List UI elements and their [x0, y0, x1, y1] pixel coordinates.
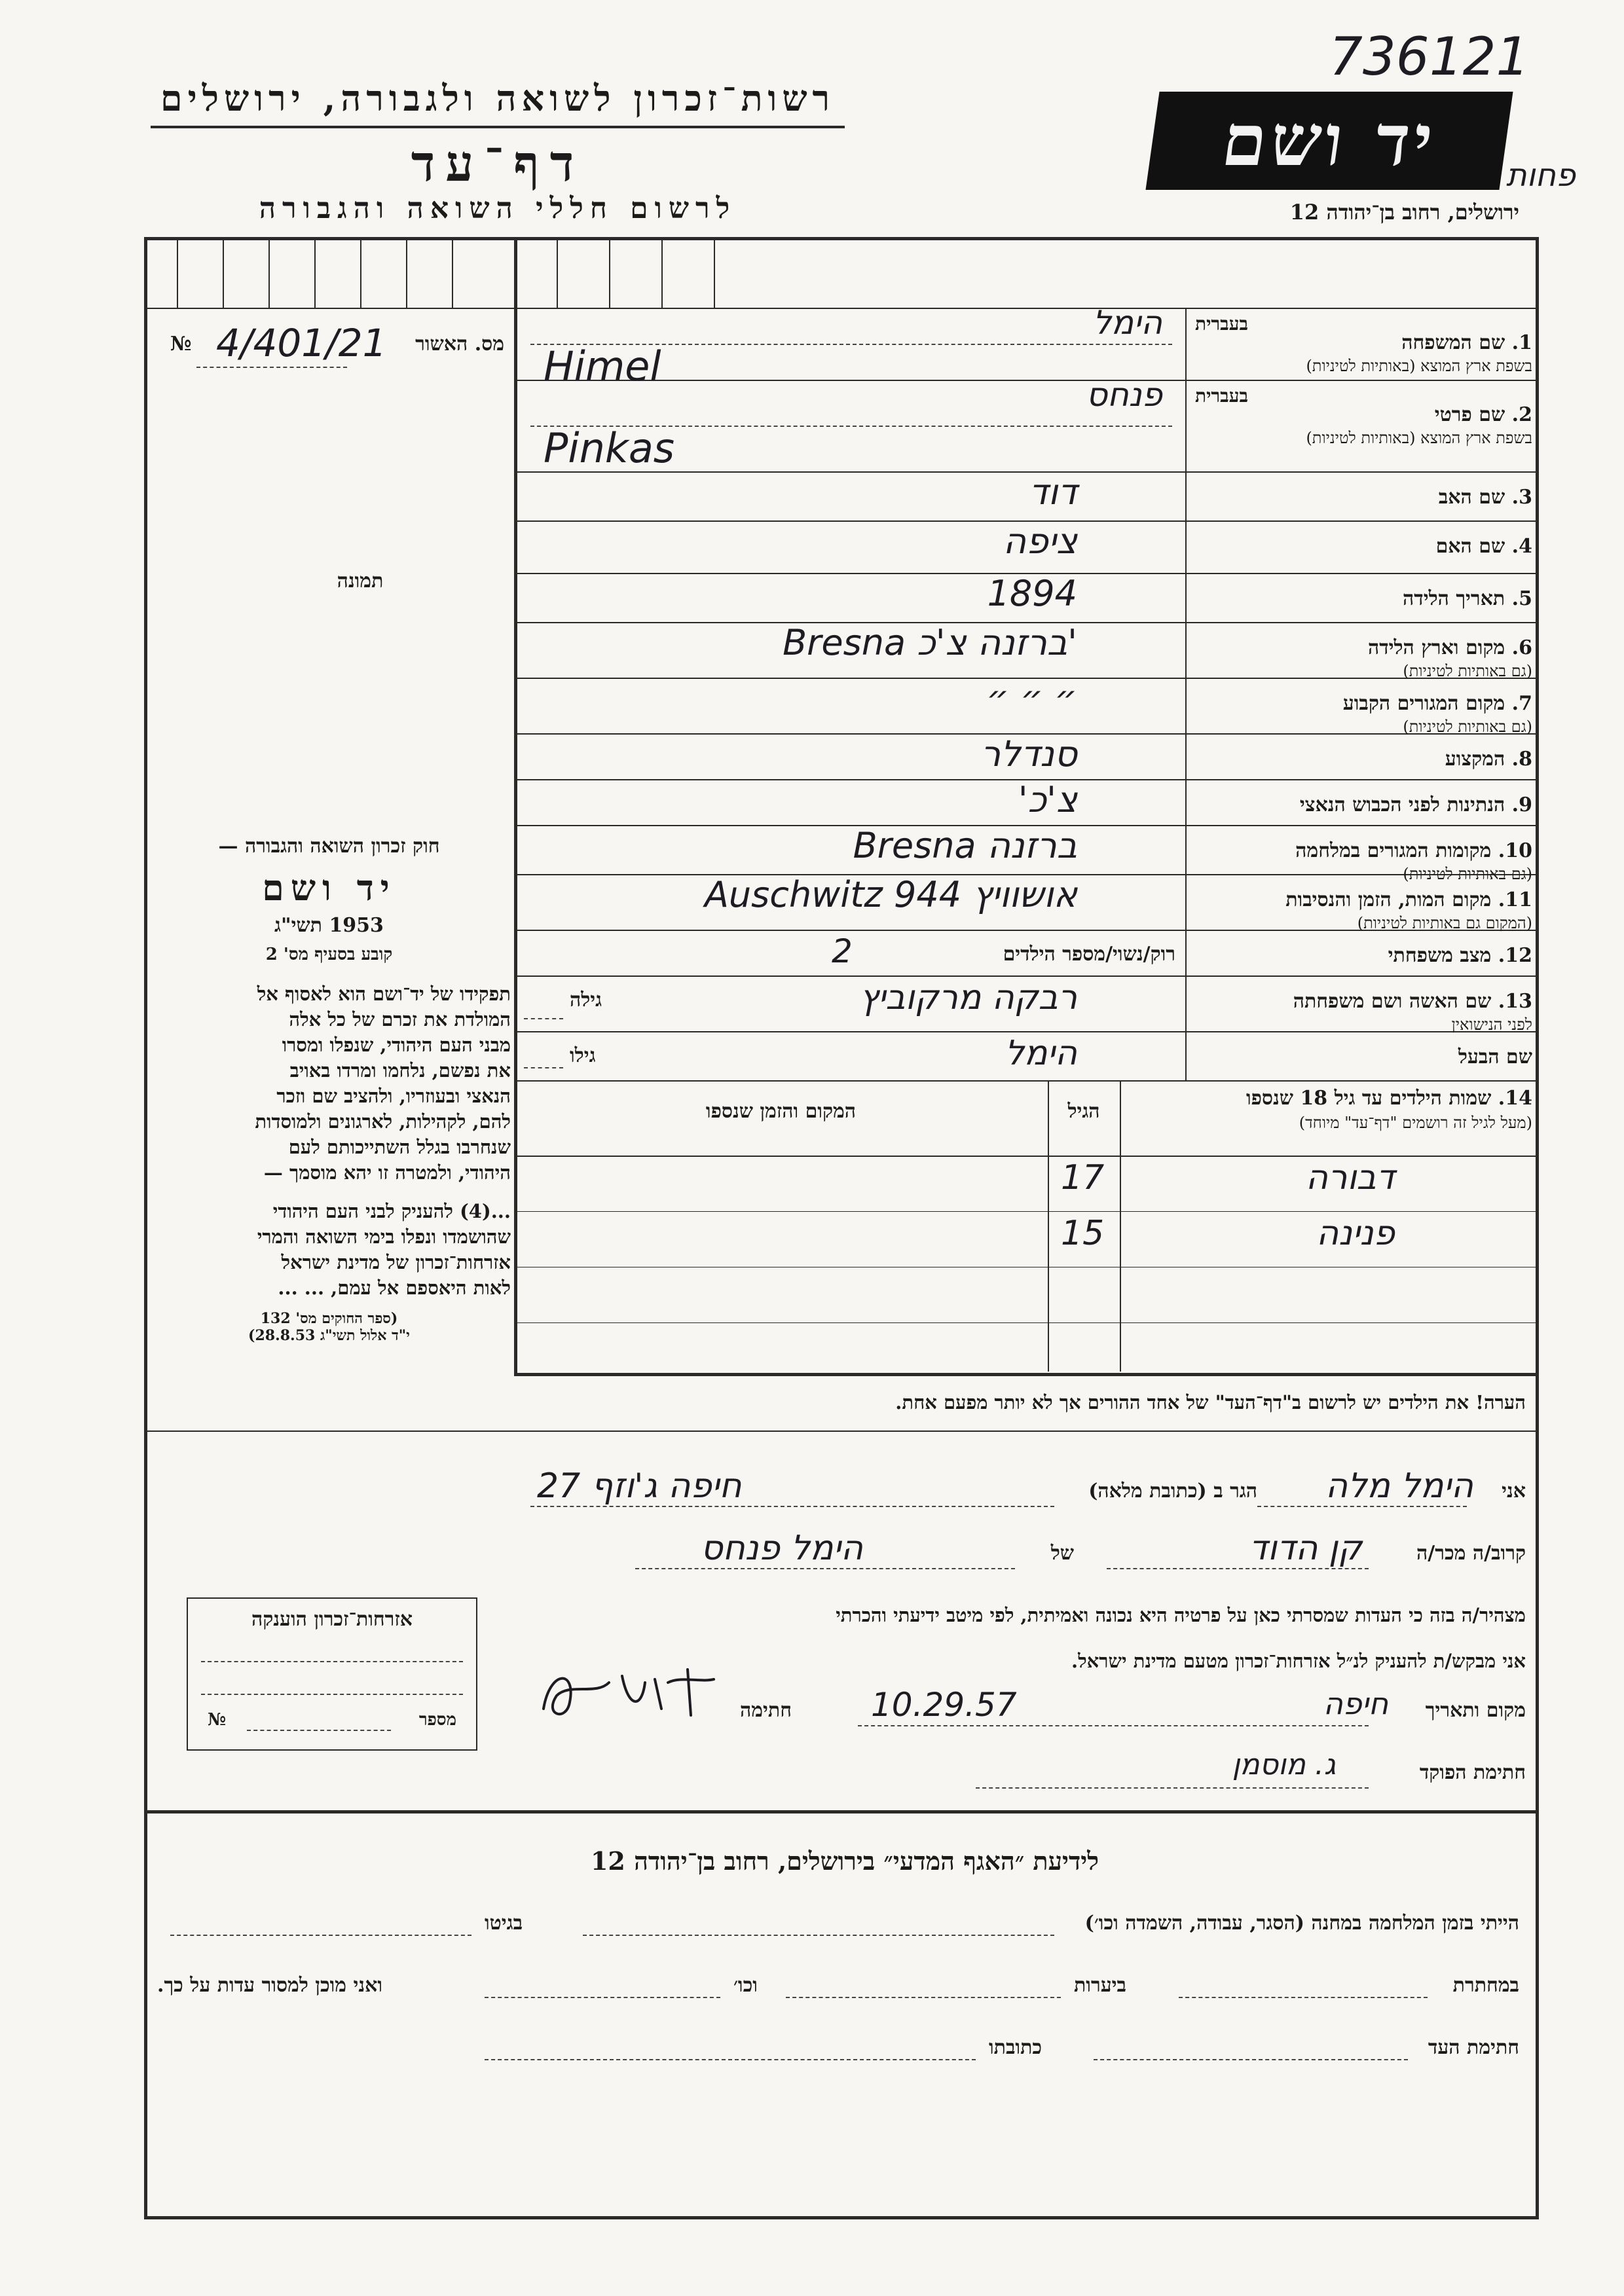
law-line: מבני העם היהודי, שנפלו ומסרו: [282, 1034, 511, 1056]
declarant-name[interactable]: הימל מלה: [1325, 1467, 1473, 1506]
field-label: מקום המגורים הקבוע: [1342, 692, 1505, 715]
law-clause: קובע בסעיף מס' 2: [265, 945, 393, 964]
value-text: Bresna ברזנה צ'כ': [783, 622, 1077, 663]
footer-section: [157, 1899, 1526, 2206]
field-number: 8.: [1511, 748, 1532, 771]
field-value-5[interactable]: [517, 573, 1182, 622]
law-line: שהושמדו ונפלו בימי השואה והמרי: [257, 1226, 511, 1248]
field-sub-label: בשפת ארץ המוצא (באותיות לטיניות): [1306, 357, 1532, 375]
field-label: שם פרטי: [1434, 403, 1505, 426]
footer-address-label: כתובתו: [989, 2036, 1043, 2059]
declarant-address[interactable]: חיפה ג'וזף 27: [537, 1467, 742, 1506]
hebrew-value: הימל: [1092, 304, 1162, 342]
declaration-section: [517, 1440, 1532, 1807]
field-row-7: [1189, 683, 1532, 736]
field-sub-label: (המקום גם באותיות לטיניות): [1357, 914, 1532, 932]
law-reference-2: י"ד אלול תשי"ג 28.8.53): [248, 1327, 410, 1344]
relation-label: קרוב/ה מכר/ה: [1416, 1542, 1526, 1565]
field-number: 1.: [1511, 331, 1532, 354]
field-value-1[interactable]: [517, 304, 1182, 390]
law-name: יד ושם: [262, 867, 396, 909]
field-number: 10.: [1498, 839, 1532, 862]
value-text: Auschwitz 944 אושוויץ: [704, 874, 1077, 915]
value-text: הימל: [1005, 1034, 1077, 1073]
value-text: צ'כ': [1018, 779, 1077, 820]
signature-label: חתימה: [740, 1699, 792, 1722]
citizenship-box-title: אזרחות־זכרון הוענקה: [251, 1608, 413, 1631]
declaration-date[interactable]: 10.29.57: [871, 1686, 1017, 1724]
address: ירושלים, רחוב בן־יהודה 12: [1289, 200, 1519, 225]
address-label: הגר ב (כתובת מלאה): [1088, 1480, 1257, 1503]
children-col-place: המקום והזמן שנספו: [705, 1100, 857, 1123]
marital-status-label: רוק/נשוי/מספר הילדים: [1003, 943, 1175, 966]
hebrew-script-label: בעברית: [1195, 385, 1249, 407]
latin-value: Himel: [544, 342, 661, 390]
field-label: מקום המות, הזמן והנסיבות: [1285, 888, 1492, 911]
field-value-10[interactable]: [517, 825, 1182, 874]
field-sub-label: בשפת ארץ המוצא (באותיות לטיניות): [1306, 429, 1532, 447]
law-line: הנאצי ובעוזריו, ולהציב שם וזכר: [276, 1085, 511, 1107]
hebrew-script-label: בעברית: [1195, 313, 1249, 335]
children-label: שמות הילדים עד גיל 18 שנספו: [1246, 1087, 1492, 1110]
child-age: 17: [1061, 1158, 1105, 1197]
certificate-label: מס. האשור: [415, 333, 504, 355]
child-name: דבורה: [1306, 1158, 1395, 1197]
law-line: את נפשם, נלחמו ומרדו באויב: [289, 1059, 511, 1082]
field-number: 4.: [1511, 535, 1532, 558]
footer-ghetto-label: בגיטו: [485, 1912, 523, 1935]
field-label: שם האם: [1435, 535, 1505, 558]
footer-camp-label: הייתי בזמן המלחמה במחנה (הסגר, עבודה, השמדה וכו׳): [1084, 1912, 1519, 1935]
field-row-1: [1189, 313, 1532, 378]
declarant-signature[interactable]: [530, 1656, 733, 1728]
children-note: הערה! את הילדים יש לרשום ב"דף־העד" של אחד ההורים אך לא יותר מפעם אחת.: [895, 1391, 1526, 1413]
field-label: מצב משפחתי: [1388, 944, 1492, 967]
law-title: חוק זכרון השואה והגבורה —: [218, 835, 440, 858]
field-label: מקומות המגורים במלחמה: [1295, 839, 1492, 862]
field-sub-label: (גם באותיות לטיניות): [1403, 865, 1532, 883]
field-row-6: [1189, 627, 1532, 680]
field-label: שם האב: [1438, 486, 1505, 509]
law-paragraph-1: [147, 981, 511, 1186]
field-row-11: [1189, 879, 1532, 932]
field-label: המקצוע: [1445, 748, 1505, 771]
value-text: ״ ״ ״: [986, 678, 1077, 719]
institution-name: רשות־זכרון לשואה ולגבורה, ירושלים: [160, 77, 836, 119]
field-row-14: [1189, 1036, 1532, 1079]
field-label: תאריך הלידה: [1403, 587, 1505, 610]
field-label: מקום וארץ הלידה: [1367, 636, 1505, 659]
field-label: שם המשפחה: [1401, 331, 1505, 354]
field-row-8: [1189, 738, 1532, 778]
law-text: [147, 835, 511, 1344]
value-text: דוד: [1029, 471, 1077, 513]
age-label: גילו: [570, 1044, 596, 1067]
latin-value: Pinkas: [544, 424, 675, 472]
form-subtitle: לרשום חללי השואה והגבורה: [259, 192, 737, 225]
declarant-label: אני: [1502, 1480, 1526, 1503]
certificate-number: 4/401/21: [216, 321, 387, 365]
children-section: [1123, 1087, 1532, 1133]
field-row-9: [1189, 784, 1532, 824]
field-value-8[interactable]: [517, 733, 1182, 779]
law-line: אזרחות־זכרון של מדינת ישראל: [281, 1251, 511, 1273]
field-value-7[interactable]: [517, 678, 1182, 733]
footer-testimony-label: ואני מוכן למסור עדות על כך.: [157, 1974, 383, 1997]
yad-vashem-logo: יד ושם: [1145, 92, 1513, 190]
footer-forests-label: ביערות: [1074, 1974, 1127, 1997]
photo-label: תמונה: [337, 570, 384, 592]
field-number: 6.: [1511, 636, 1532, 659]
law-line: תפקידו של יד־ושם הוא לאסוף אל: [257, 983, 511, 1005]
field-label: שם הבעל: [1458, 1046, 1532, 1068]
form-title: דף־עד: [411, 134, 585, 192]
citizenship-number-label: מספר: [418, 1710, 456, 1730]
child-age: 15: [1061, 1214, 1105, 1253]
children-col-age: הגיל: [1067, 1100, 1100, 1123]
field-number: 12.: [1498, 944, 1532, 967]
certificate-number-field[interactable]: [157, 321, 511, 373]
declaration-place[interactable]: חיפה: [1323, 1686, 1388, 1721]
victim-name-reference[interactable]: הימל פנחס: [701, 1529, 864, 1568]
field-row-2: [1189, 385, 1532, 470]
field-row-4: [1189, 526, 1532, 572]
officer-signature[interactable]: ג. מוסמן: [1232, 1748, 1336, 1781]
field-value-4[interactable]: [517, 520, 1182, 573]
handwritten-side-note: פחות: [1506, 157, 1576, 194]
age-label: גילה: [570, 989, 602, 1011]
value-text: 2: [832, 932, 853, 970]
field-value-6[interactable]: [517, 622, 1182, 678]
children-sub-label: (מעל לגיל זה רושמים "דף־עד" מיוחד): [1299, 1114, 1532, 1132]
law-reference-1: (ספר החוקים מס' 132: [260, 1310, 398, 1327]
value-text: 1894: [987, 573, 1077, 614]
field-row-5: [1189, 578, 1532, 621]
field-value-14[interactable]: [517, 1031, 1182, 1080]
field-value-12[interactable]: [517, 930, 1182, 975]
field-label: הנתינות לפני הכבוש הנאצי: [1299, 793, 1505, 816]
value-text: Bresna ברזנה: [853, 825, 1077, 866]
field-value-13[interactable]: [517, 975, 1182, 1031]
law-line: להם, לקהילות, לארגונים ולמוסדות: [255, 1110, 511, 1133]
field-number: 14.: [1498, 1087, 1532, 1110]
field-value-3[interactable]: [517, 471, 1182, 520]
field-number: 3.: [1511, 486, 1532, 509]
field-number: 2.: [1511, 403, 1532, 426]
field-value-11[interactable]: [517, 874, 1182, 930]
field-value-9[interactable]: [517, 779, 1182, 825]
value-text: ציפה: [1003, 520, 1077, 562]
law-line: לאות היאספם אל עמם, ... ...: [278, 1277, 511, 1299]
citizenship-no-symbol: №: [208, 1710, 227, 1730]
handwritten-archive-number: 736121: [1329, 26, 1530, 87]
footer-underground-label: במחתרת: [1452, 1974, 1519, 1997]
field-sub-label: (גם באותיות לטיניות): [1403, 662, 1532, 680]
field-label: שם האשה ושם משפחתה: [1293, 990, 1492, 1013]
child-row[interactable]: [517, 1211, 1532, 1267]
relation-value[interactable]: קן הדוד: [1249, 1529, 1362, 1568]
field-row-13: [1189, 981, 1532, 1034]
declaration-request: אני מבקש/ת להעניק לנ״ל אזרחות־זכרון מטעם מדינת ישראל.: [1071, 1650, 1526, 1672]
child-name: פנינה: [1316, 1214, 1395, 1253]
field-number: 13.: [1498, 990, 1532, 1013]
of-label: של: [1050, 1542, 1074, 1565]
law-year-hebrew: תשי"ג: [274, 914, 322, 937]
field-sub-label: (גם באותיות לטיניות): [1403, 718, 1532, 736]
declaration-statement: מצהיר/ה בזה כי העדות שמסרתי כאן על פרטיה היא נכונה ואמיתית, לפי מיטב ידיעתי והכרתי: [836, 1604, 1526, 1626]
field-number: 5.: [1511, 587, 1532, 610]
law-paragraph-2: [147, 1199, 511, 1301]
memorial-citizenship-box: [187, 1597, 477, 1751]
law-line: המולדת את זכרם של כל אלה: [289, 1008, 511, 1030]
law-line: ...(4) להעניק לבני העם היהודי: [272, 1200, 511, 1222]
field-row-3: [1189, 477, 1532, 519]
no-symbol: №: [170, 333, 192, 355]
field-row-10: [1189, 830, 1532, 883]
value-text: רבקה מרקוביץ: [859, 978, 1077, 1017]
hebrew-value: פנחס: [1086, 376, 1162, 414]
footer-etc-label: וכו׳: [733, 1974, 758, 1997]
field-number: 11.: [1498, 888, 1532, 911]
field-sub-label: לפני הנישואין: [1451, 1015, 1532, 1034]
law-line: היהודי, ולמטרה זו יהא מוסמך —: [263, 1161, 511, 1184]
law-year: 1953: [329, 914, 384, 937]
place-date-label: מקום ותאריך: [1425, 1699, 1526, 1722]
footer-title: לידיעת ״האגף המדעי״ בירושלים, רחוב בן־יהודה 12: [590, 1846, 1099, 1876]
child-row[interactable]: [517, 1156, 1532, 1211]
law-line: שנחרבו בגלל השתייכותם לעם: [288, 1136, 511, 1158]
field-number: 9.: [1511, 793, 1532, 816]
field-number: 7.: [1511, 692, 1532, 715]
value-text: סנדלר: [980, 733, 1077, 774]
field-row-12: [1189, 935, 1532, 974]
footer-witness-signature-label: חתימת העד: [1428, 2036, 1519, 2059]
officer-signature-label: חתימת הפוקד: [1419, 1761, 1526, 1784]
field-value-2[interactable]: [517, 376, 1182, 472]
